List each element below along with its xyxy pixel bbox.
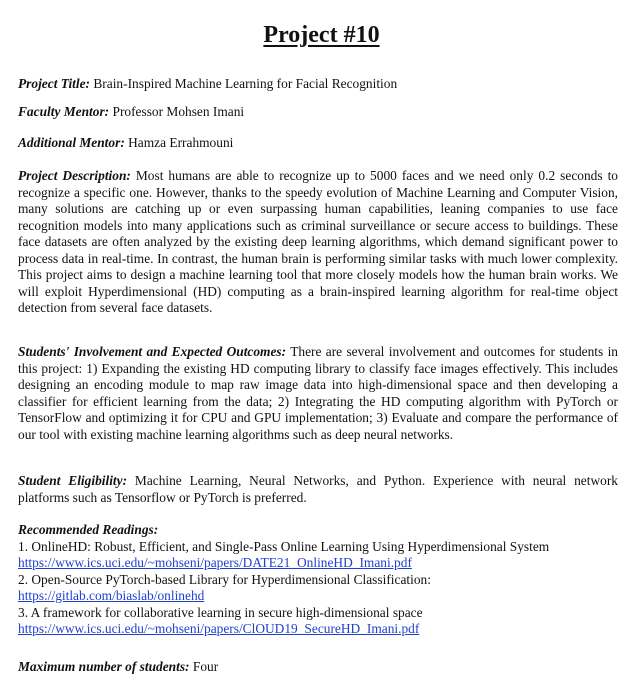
max-students-label: Maximum number of students: (18, 659, 190, 674)
involvement-paragraph (18, 344, 618, 443)
faculty-mentor-label: Faculty Mentor: (18, 104, 110, 119)
recommended-readings (18, 522, 618, 638)
reading-3-link[interactable]: https://www.ics.uci.edu/~mohseni/papers/ClOUD19_SecureHD_Imani.pdf (18, 621, 420, 636)
reading-2-link[interactable]: https://gitlab.com/biaslab/onlinehd (18, 588, 205, 603)
faculty-mentor-value: Professor Mohsen Imani (112, 104, 245, 119)
involvement-label: Students' Involvement and Expected Outcomes: (18, 344, 287, 359)
additional-mentor-field (18, 135, 618, 152)
additional-mentor-label: Additional Mentor: (18, 135, 125, 150)
project-description-label: Project Description: (18, 168, 131, 183)
readings-label: Recommended Readings: (18, 522, 159, 537)
project-description-paragraph (18, 168, 618, 317)
reading-3-title: 3. A framework for collaborative learning in secure high-dimensional space (18, 604, 423, 620)
reading-2-title: 2. Open-Source PyTorch-based Library for Hyperdimensional Classification: (18, 571, 431, 587)
involvement-text: There are several involvement and outcomes for students in this project: 1) Expanding the existing HD computing library to classify face images effectively. This includes designing an encoding module to map raw image data into high-dimensional space and then developing a classifier for efficient learning from the data; 2) Integrating the HD computing algorithm with PyTorch or TensorFlow and optimizing it for CPU and GPU implementation; 3) Evaluate and compare the performance of our tool with existing machine learning algorithms such as deep neural networks. (18, 344, 618, 442)
project-title-label: Project Title: (18, 76, 91, 91)
project-title-field (18, 76, 618, 93)
max-students-field (18, 659, 618, 676)
additional-mentor-value: Hamza Errahmouni (128, 135, 234, 150)
reading-1-link[interactable]: https://www.ics.uci.edu/~mohseni/papers/DATE21_OnlineHD_Imani.pdf (18, 555, 412, 570)
reading-1-title: 1. OnlineHD: Robust, Efficient, and Single-Pass Online Learning Using Hyperdimensional System (18, 538, 550, 554)
project-title-value: Brain-Inspired Machine Learning for Facial Recognition (93, 76, 398, 91)
max-students-value: Four (192, 659, 219, 674)
eligibility-label: Student Eligibility: (18, 473, 128, 488)
eligibility-text: Machine Learning, Neural Networks, and Python. Experience with neural network platforms such as Tensorflow or PyTorch is preferred. (18, 473, 618, 505)
faculty-mentor-field (18, 104, 618, 121)
eligibility-paragraph (18, 473, 618, 506)
page-title: Project #10 (263, 22, 380, 48)
project-description-text: Most humans are able to recognize up to 5000 faces and we need only 0.2 seconds to recognize a specific one. However, thanks to the speedy evolution of Machine Learning and Computer Vision, many solutions are catching up or even surpassing human capabilities, leaning companies to use face recognition models into many applications such as criminal surveillance or secure access to buildings. These face datasets are often analyzed by the existing deep learning algorithms, which demand significant power to process data in real-time. In contrast, the human brain is performing similar tasks with much lower complexity. This project aims to design a machine learning tool that more closely models how the human brain works. We will exploit Hyperdimensional (HD) computing as a brain-inspired learning algorithm for real-time object detection from several face datasets. (18, 168, 618, 315)
